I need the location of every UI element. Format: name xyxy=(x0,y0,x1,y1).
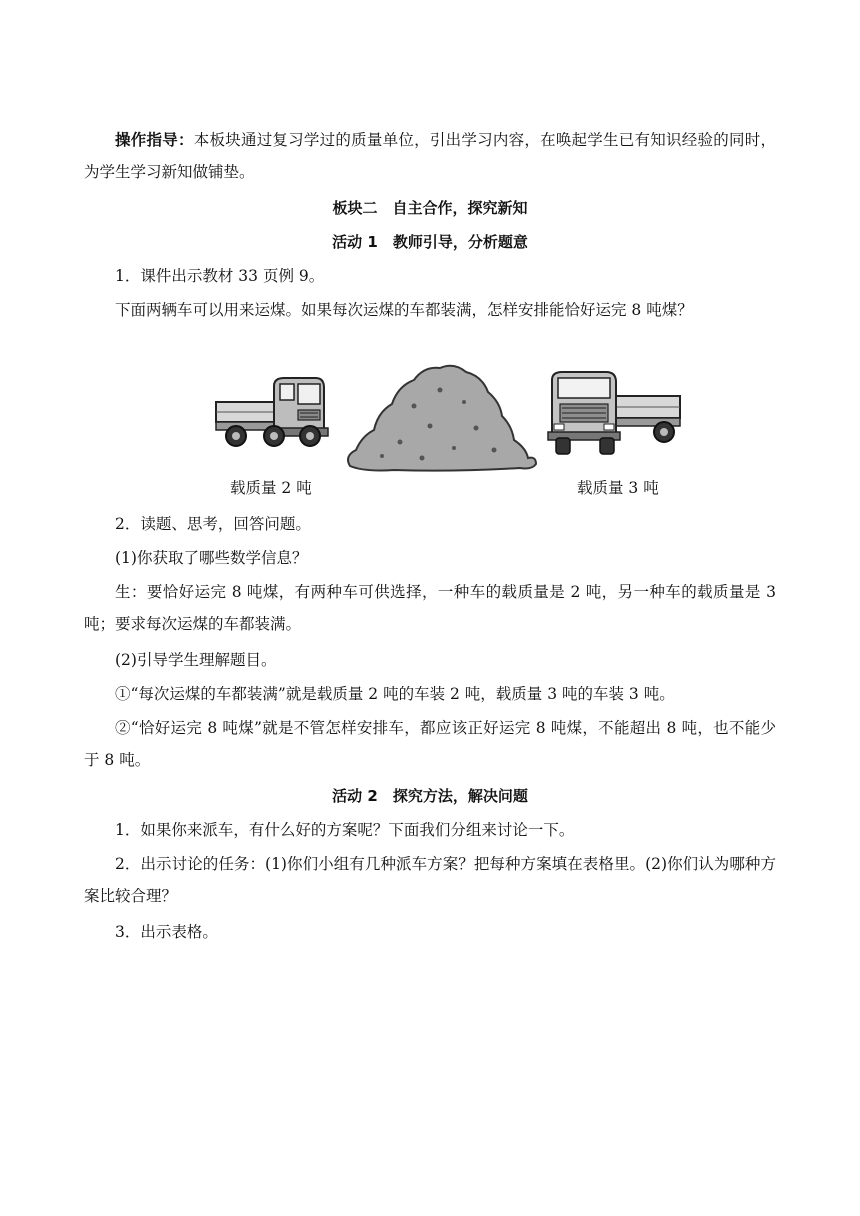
operation-guide-text: 本板块通过复习学过的质量单位，引出学习内容，在唤起学生已有知识经验的同时，为学生学习新知做铺垫。 xyxy=(84,131,776,181)
truck-icon xyxy=(216,378,328,446)
left-truck-caption: 载质量 2 吨 xyxy=(230,479,312,497)
student-answer: 生：要恰好运完 8 吨煤，有两种车可供选择，一种车的载质量是 2 吨，另一种车的载质量是 3 吨；要求每次运煤的车都装满。 xyxy=(84,583,776,633)
activity2-item3: 3．出示表格。 xyxy=(115,923,218,941)
truck-icon xyxy=(548,372,680,454)
activity1-title: 活动 1 教师引导，分析题意 xyxy=(332,233,528,251)
operation-guide-label: 操作指导： xyxy=(115,131,194,149)
activity2-item1: 1．如果你来派车，有什么好的方案呢？下面我们分组来讨论一下。 xyxy=(115,821,575,839)
explanation-point-2: ②“恰好运完 8 吨煤”就是不管怎样安排车，都应该正好运完 8 吨煤，不能超出 8 吨，也不能少于 8 吨。 xyxy=(84,719,776,769)
activity1-item1: 1．课件出示教材 33 页例 9。 xyxy=(115,267,325,285)
coal-pile-icon xyxy=(348,366,536,471)
problem-statement: 下面两辆车可以用来运煤。如果每次运煤的车都装满，怎样安排能恰好运完 8 吨煤？ xyxy=(115,301,693,319)
problem-illustration xyxy=(214,356,684,472)
activity2-item2: 2．出示讨论的任务：(1)你们小组有几种派车方案？把每种方案填在表格里。(2)你们认为哪种方案比较合理？ xyxy=(84,855,776,905)
question-1: (1)你获取了哪些数学信息？ xyxy=(115,549,308,567)
activity2-title: 活动 2 探究方法，解决问题 xyxy=(332,787,528,805)
explanation-point-1: ①“每次运煤的车都装满”就是载质量 2 吨的车装 2 吨，载质量 3 吨的车装 3 吨。 xyxy=(115,685,675,703)
right-truck-caption: 载质量 3 吨 xyxy=(577,479,659,497)
operation-guide-paragraph xyxy=(84,124,776,188)
section-title: 板块二 自主合作，探究新知 xyxy=(332,199,528,217)
question-2: (2)引导学生理解题目。 xyxy=(115,651,277,669)
activity1-item2: 2．读题、思考，回答问题。 xyxy=(115,515,311,533)
